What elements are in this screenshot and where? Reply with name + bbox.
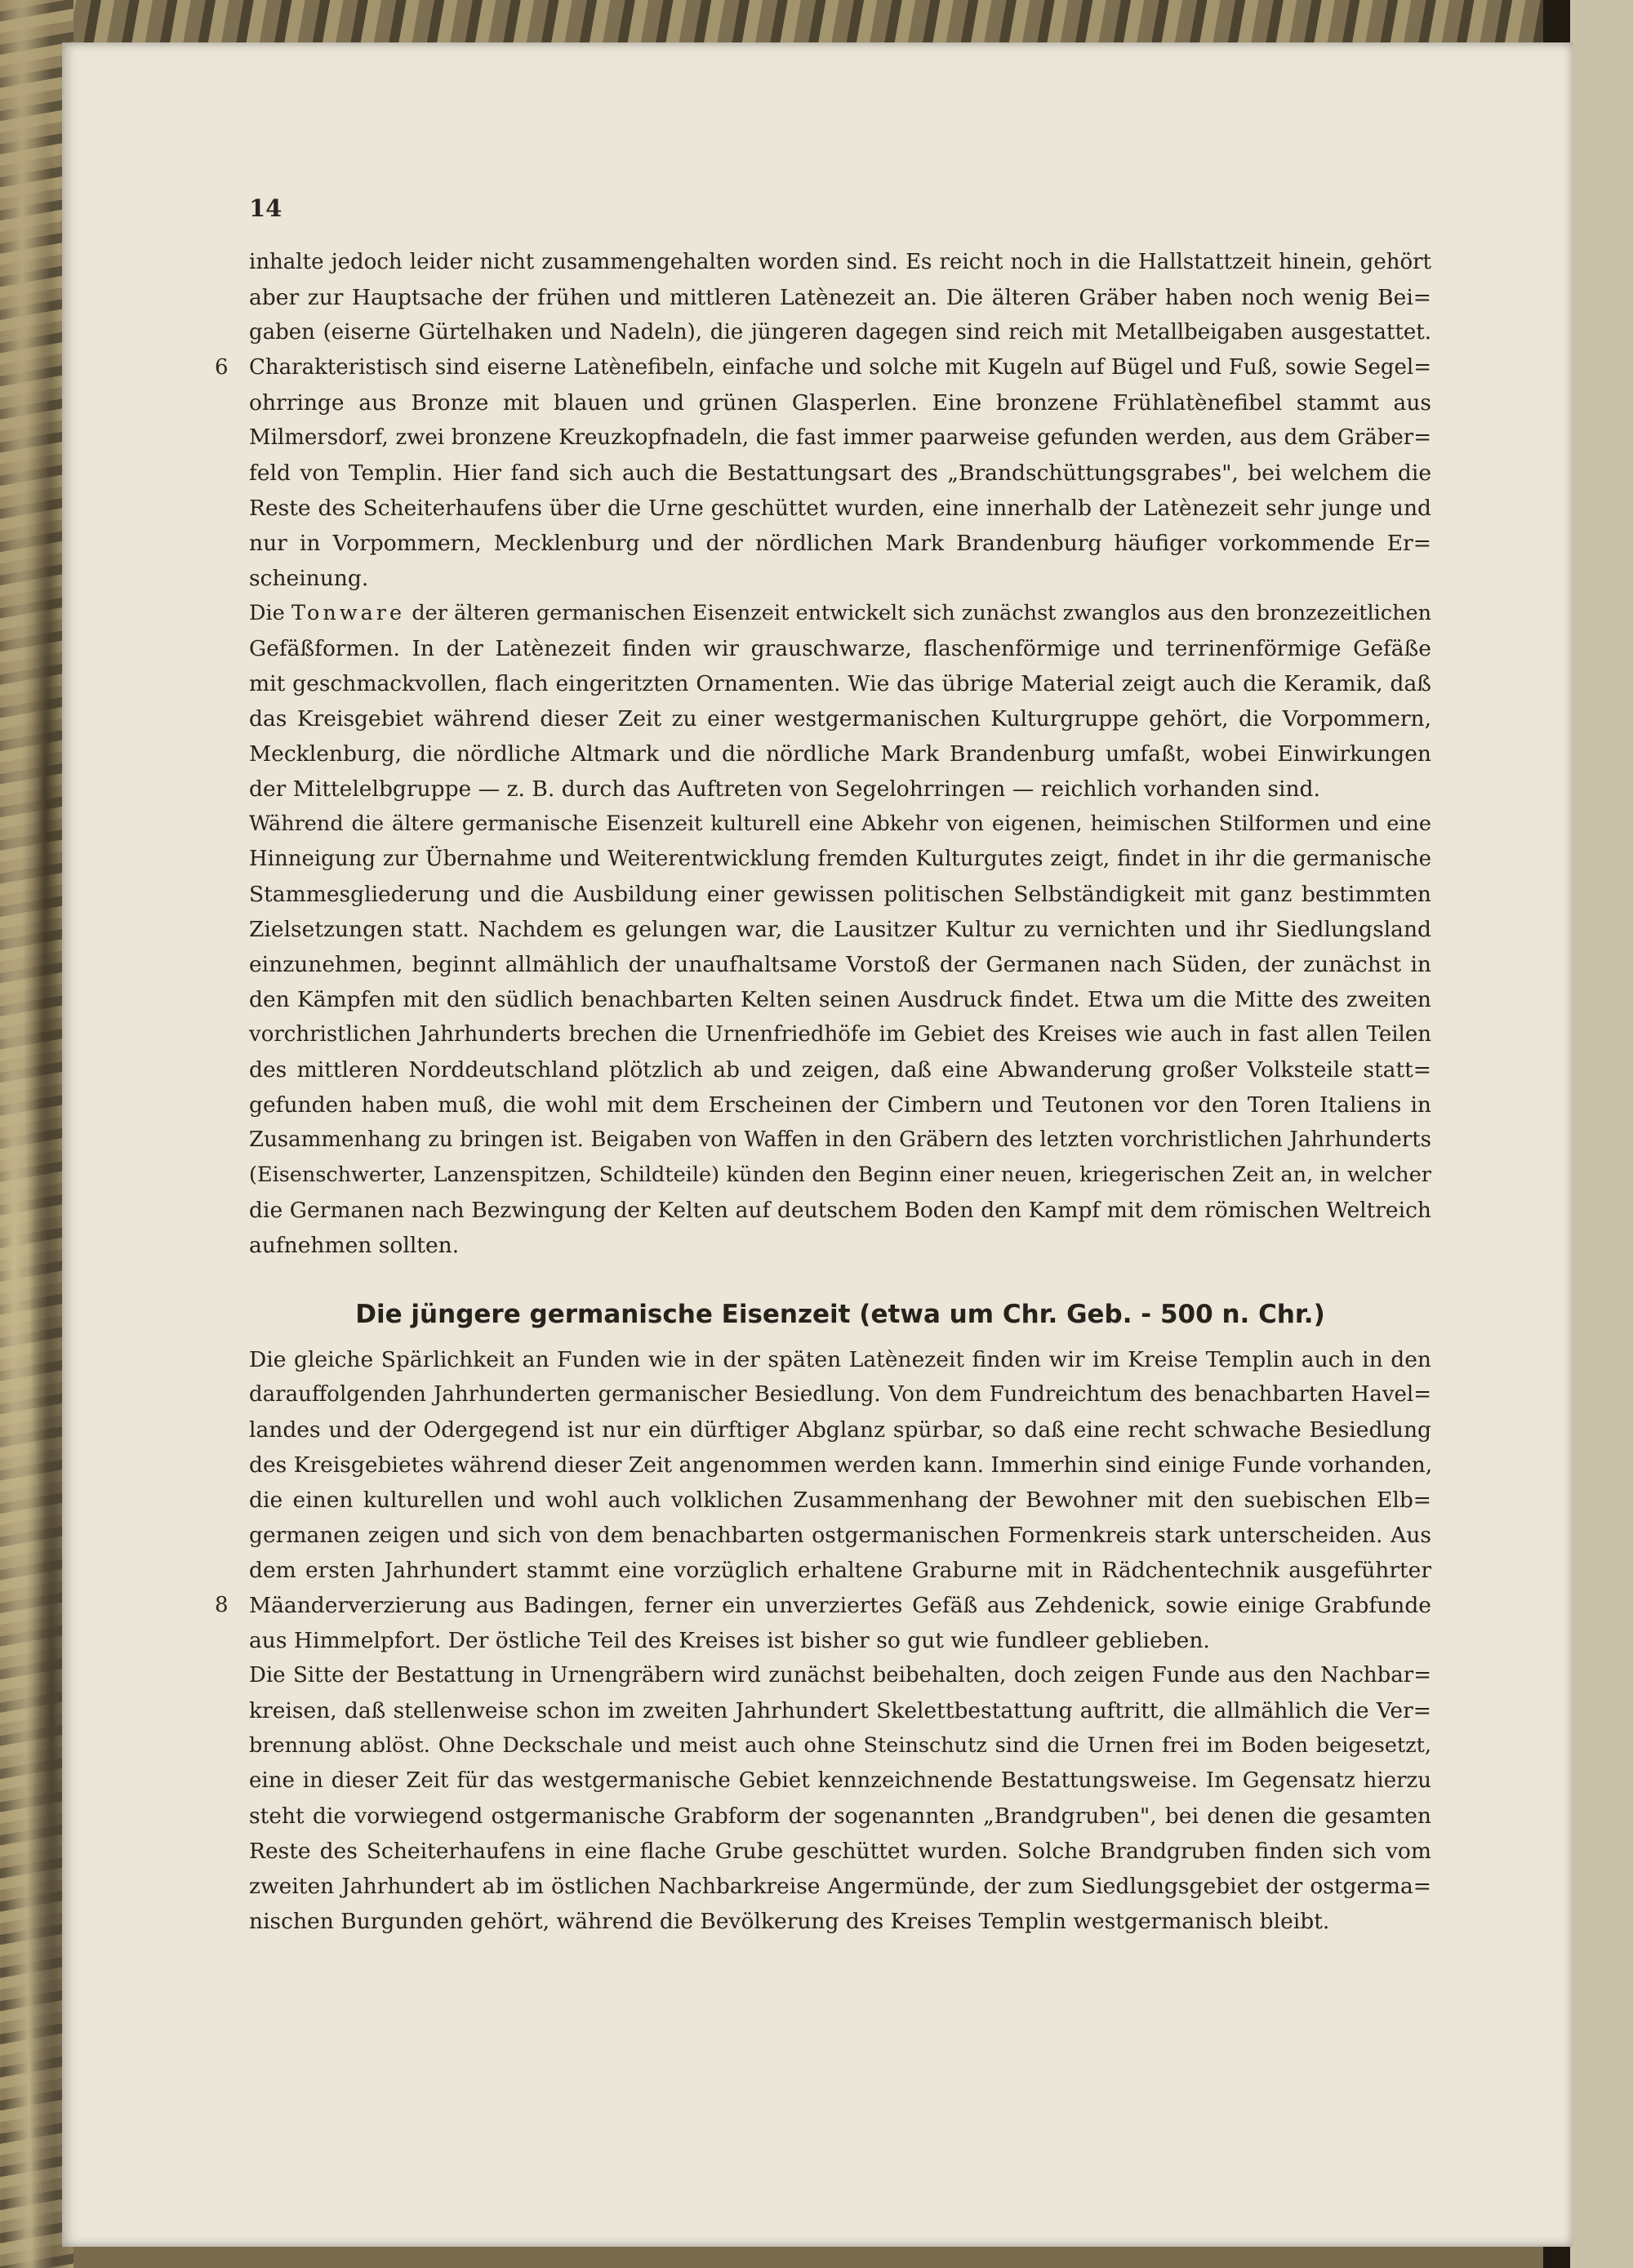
text-line: vorchristlichen Jahrhunderts brechen die Urnenfriedhöfe im Gebiet des Kreises wie auch in fast allen Teilen <box>249 1022 1431 1047</box>
text-line: eine in dieser Zeit für das westgermanische Gebiet kennzeichnende Bestattungsweise. Im Gegensatz hierzu <box>249 1768 1431 1793</box>
text-line: gefunden haben muß, die wohl mit dem Erscheinen der Cimbern und Teutonen vor den Toren Italiens in <box>249 1092 1431 1118</box>
margin-figure-number: 6 <box>215 355 229 380</box>
text-line: Während die ältere germanische Eisenzeit kulturell eine Abkehr von eigenen, heimischen Stilformen und eine <box>249 812 1431 836</box>
text-line: aufnehmen sollten. <box>249 1233 460 1258</box>
text-line: Reste des Scheiterhaufens über die Urne geschüttet wurden, eine innerhalb der Latènezeit sehr junge und <box>249 496 1431 521</box>
text-line: nischen Burgunden gehört, während die Bevölkerung des Kreises Templin westgermanisch bleibt. <box>249 1909 1330 1934</box>
text-line: einzunehmen, beginnt allmählich der unaufhaltsame Vorstoß der Germanen nach Süden, der zunächst in <box>249 952 1431 977</box>
text-line: feld von Templin. Hier fand sich auch die Bestattungsart des „Brandschüttungsgrabes", bei welchem die <box>249 460 1431 486</box>
text-line: des Kreisgebietes während dieser Zeit angenommen werden kann. Immerhin sind einige Funde vorhanden, <box>249 1452 1433 1478</box>
book-cover-top-edge <box>0 0 1633 49</box>
text-line: aber zur Hauptsache der frühen und mittleren Latènezeit an. Die älteren Gräber haben noch wenig Bei= <box>249 285 1431 310</box>
text-line: Gefäßformen. In der Latènezeit finden wir grauschwarze, flaschenförmige und terrinenförmige Gefäße <box>249 636 1431 661</box>
page-number: 14 <box>249 194 283 222</box>
text-line-with-margin-number <box>215 350 1431 385</box>
text-line: kreisen, daß stellenweise schon im zweiten Jahrhundert Skelettbestattung auftritt, die allmählich die Ver= <box>249 1698 1431 1723</box>
text-line: nur in Vorpommern, Mecklenburg und der nördlichen Mark Brandenburg häufiger vorkommende Er= <box>249 531 1431 556</box>
paragraph-tonware-first-line <box>249 596 1431 631</box>
section-older-iron-age-text <box>215 245 1432 1263</box>
text-line: aus Himmelpfort. Der östliche Teil des Kreises ist bisher so gut wie fundleer geblieben. <box>249 1628 1210 1653</box>
emphasized-word-tonware: Tonware <box>291 601 406 625</box>
text-line: dem ersten Jahrhundert stammt eine vorzüglich erhaltene Graburne mit in Rädchentechnik ausgeführter <box>249 1558 1431 1583</box>
section-younger-iron-age-text <box>215 1342 1433 1939</box>
text-fragment: der älteren germanischen Eisenzeit entwickelt sich zunächst zwanglos aus den bronzezeitlichen <box>412 601 1432 625</box>
text-line: die Germanen nach Bezwingung der Kelten auf deutschem Boden den Kampf mit dem römischen Weltreich <box>249 1198 1431 1223</box>
text-line: gaben (eiserne Gürtelhaken und Nadeln), die jüngeren dagegen sind reich mit Metallbeigaben ausgestattet. <box>249 320 1431 345</box>
text-line: inhalte jedoch leider nicht zusammengehalten worden sind. Es reicht noch in die Hallstattzeit hinein, gehört <box>249 250 1431 274</box>
text-line: Reste des Scheiterhaufens in eine flache Grube geschüttet wurden. Solche Brandgruben finden sich vom <box>249 1839 1431 1864</box>
text-line-content: Charakteristisch sind eiserne Latènefibeln, einfache und solche mit Kugeln auf Bügel und Fuß, sowie Segel= <box>249 355 1431 380</box>
text-line: steht die vorwiegend ostgermanische Grabform der sogenannten „Brandgruben", bei denen die gesamten <box>249 1803 1431 1829</box>
text-line: ohrringe aus Bronze mit blauen und grünen Glasperlen. Eine bronzene Frühlatènefibel stammt aus <box>249 390 1431 416</box>
text-line: Milmersdorf, zwei bronzene Kreuzkopfnadeln, die fast immer paarweise gefunden werden, aus dem Gräber= <box>249 425 1431 450</box>
text-line: der Mittelelbgruppe — z. B. durch das Auftreten von Segelohrringen — reichlich vorhanden sind. <box>249 776 1320 802</box>
text-line: den Kämpfen mit den südlich benachbarten Kelten seinen Ausdruck findet. Etwa um die Mitte des zweiten <box>249 987 1431 1012</box>
text-line: darauffolgenden Jahrhunderten germanischer Besiedlung. Von dem Fundreichtum des benachbarten Havel= <box>249 1382 1431 1407</box>
text-line: mit geschmackvollen, flach eingeritzten Ornamenten. Wie das übrige Material zeigt auch die Keramik, daß <box>249 671 1431 696</box>
text-line: Die gleiche Spärlichkeit an Funden wie in der späten Latènezeit finden wir im Kreise Templin auch in den <box>249 1347 1431 1372</box>
text-line-content: Mäanderverzierung aus Badingen, ferner ein unverziertes Gefäß aus Zehdenick, sowie einige Grabfunde <box>249 1593 1431 1618</box>
text-line: landes und der Odergegend ist nur ein dürftiger Abglanz spürbar, so daß eine recht schwache Besiedlung <box>249 1417 1431 1443</box>
text-line: Die Sitte der Bestattung in Urnengräbern wird zunächst beibehalten, doch zeigen Funde aus den Nachbar= <box>249 1663 1431 1688</box>
text-line: Mecklenburg, die nördliche Altmark und die nördliche Mark Brandenburg umfaßt, wobei Einwirkungen <box>249 741 1431 767</box>
section-heading: Die jüngere germanische Eisenzeit (etwa um Chr. Geb. - 500 n. Chr.) <box>355 1300 1325 1329</box>
text-line: das Kreisgebiet während dieser Zeit zu einer westgermanischen Kulturgruppe gehört, die Vorpommern, <box>249 706 1431 732</box>
text-line: Hinneigung zur Übernahme und Weiterentwicklung fremden Kulturgutes zeigt, findet in ihr die germanische <box>249 847 1431 871</box>
text-line: Zielsetzungen statt. Nachdem es gelungen war, die Lausitzer Kultur zu vernichten und ihr Siedlungsland <box>249 917 1431 942</box>
text-line: die einen kulturellen und wohl auch volklichen Zusammenhang der Bewohner mit den suebischen Elb= <box>249 1488 1431 1513</box>
text-line: des mittleren Norddeutschland plötzlich ab und zeigen, daß eine Abwanderung großer Volksteile statt= <box>249 1057 1431 1083</box>
text-line: (Eisenschwerter, Lanzenspitzen, Schildteile) künden den Beginn einer neuen, kriegerischen Zeit an, in welcher <box>249 1163 1431 1187</box>
text-line: Zusammenhang zu bringen ist. Beigaben von Waffen in den Gräbern des letzten vorchristlichen Jahrhunderts <box>249 1127 1431 1152</box>
margin-figure-number: 8 <box>215 1593 229 1617</box>
text-line: Stammesgliederung und die Ausbildung einer gewissen politischen Selbständigkeit mit ganz bestimmten <box>249 882 1431 907</box>
text-line: scheinung. <box>249 566 369 591</box>
text-line: brennung ablöst. Ohne Deckschale und meist auch ohne Steinschutz sind die Urnen frei im Boden beigesetzt, <box>249 1733 1431 1758</box>
text-line: zweiten Jahrhundert ab im östlichen Nachbarkreise Angermünde, der zum Siedlungsgebiet der ostgerma= <box>249 1874 1431 1899</box>
text-line-with-margin-number <box>215 1588 1431 1623</box>
text-line: germanen zeigen und sich von dem benachbarten ostgermanischen Formenkreis stark unterscheiden. Aus <box>249 1523 1431 1548</box>
text-fragment: Die <box>249 601 285 625</box>
